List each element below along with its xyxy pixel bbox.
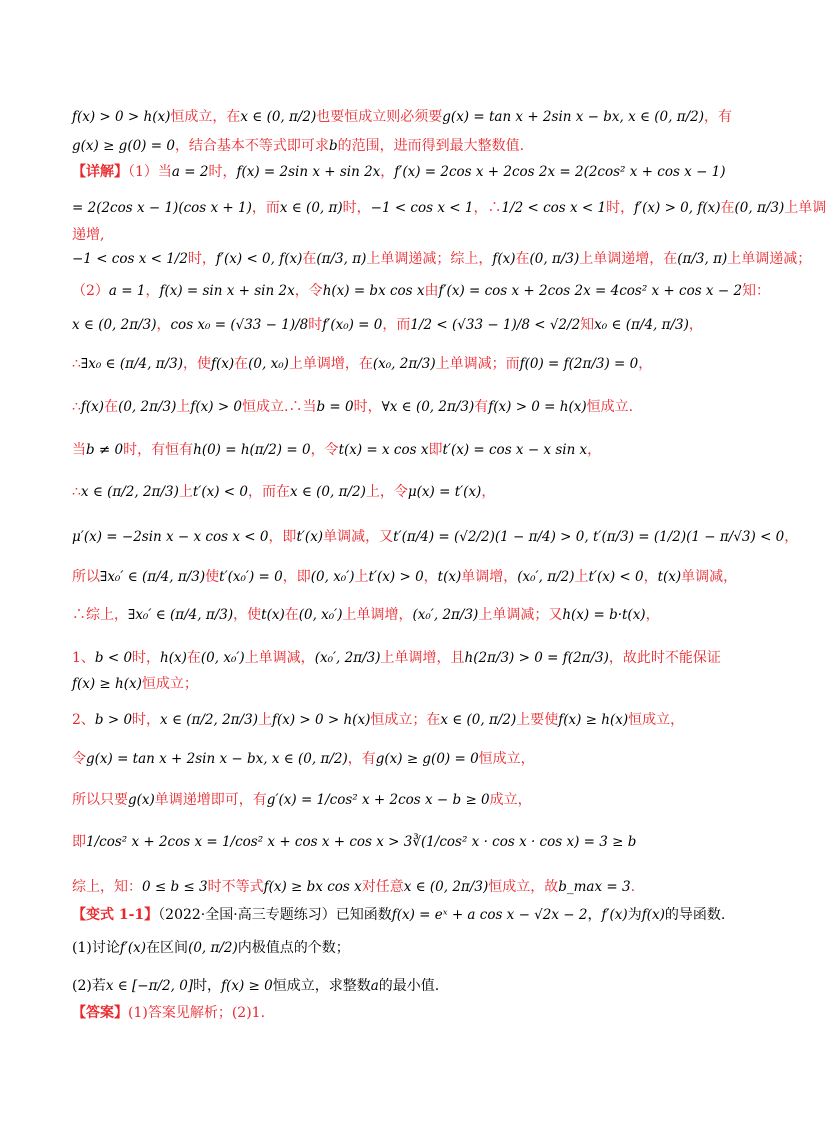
math-expression: t(x) = x cos x [338, 442, 429, 458]
text-run: 在 [720, 200, 735, 216]
text-run: ， [423, 569, 438, 585]
math-expression: g(x) ≥ g(0) = 0 [72, 138, 175, 154]
text-run: 1、 [72, 650, 95, 666]
solution-line [72, 225, 732, 245]
text-run: 综上，知： [72, 879, 142, 895]
math-expression: (0, 2π/3) [118, 399, 177, 415]
solution-line [72, 832, 732, 852]
text-run: ， [587, 907, 602, 923]
text-run: 有 [474, 399, 489, 415]
text-run: ，使 [182, 356, 211, 372]
math-expression: x ∈ (0, π/2) [289, 484, 366, 500]
text-run: (2)若 [72, 978, 106, 994]
math-expression: ∃x₀′ ∈ (π/4, π/3) [128, 607, 234, 623]
text-run: ，∴ [473, 200, 502, 216]
text-run: 上，令 [365, 484, 408, 500]
math-expression: (0, π/2) [188, 940, 238, 956]
solution-line [72, 648, 732, 668]
text-run: 恒成立； [141, 676, 198, 692]
math-expression: x ∈ (π/2, 2π/3) [80, 484, 179, 500]
text-run: ，而在 [247, 484, 290, 500]
text-run: 上 [574, 569, 589, 585]
math-expression: g(x) ≥ g(0) = 0 [375, 751, 479, 767]
math-expression: b ≠ 0 [86, 442, 124, 458]
text-run: ， [643, 569, 658, 585]
math-expression: a [370, 978, 379, 994]
math-expression: f(x) > 0 = h(x) [488, 399, 587, 415]
text-run: 单调增， [461, 569, 518, 585]
text-run: 的导函数. [664, 907, 726, 923]
text-run: 递增, [72, 227, 105, 243]
math-expression: x ∈ (0, 2π/3) [403, 879, 489, 895]
math-expression: f′(x) [119, 940, 147, 956]
text-run: 时 [308, 317, 323, 333]
text-run: ，即 [282, 569, 311, 585]
text-run: ∴ [72, 484, 81, 500]
solution-line [72, 527, 799, 547]
text-run: 上单调 [784, 200, 826, 216]
text-run: 上单调减， [244, 650, 315, 666]
text-run: 知： [742, 283, 771, 299]
math-expression: f(x) [492, 251, 516, 267]
math-expression: t(x) [261, 607, 285, 623]
math-expression: t′(x) [296, 529, 324, 545]
math-expression: ∃x₀′ ∈ (π/4, π/3) [100, 569, 206, 585]
math-expression: ∀x ∈ (0, 2π/3) [381, 399, 475, 415]
math-expression: f(x) = eˣ + a cos x − √2x − 2 [391, 907, 588, 923]
solution-line [72, 162, 732, 182]
text-run: 在 [186, 650, 201, 666]
math-expression: f′(x) = cos x + 2cos 2x = 4cos² x + cos x − 2 [438, 283, 743, 299]
math-expression: t′(x) < 0 [192, 484, 248, 500]
math-expression: x ∈ (0, π/2) [240, 109, 317, 125]
text-run: (1)讨论 [72, 940, 120, 956]
text-run: ， [638, 356, 653, 372]
text-run: 当 [72, 442, 86, 458]
text-run: 上单调递增，在 [579, 251, 678, 267]
solution-line [72, 354, 732, 374]
math-expression: x ∈ (0, 2π/3) [72, 317, 157, 333]
math-expression: h(x) = b·t(x) [562, 607, 646, 623]
solution-line [72, 605, 732, 625]
math-expression: f(0) = f(2π/3) = 0 [519, 356, 639, 372]
text-run: ， [481, 484, 496, 500]
math-expression: f(x) ≥ h(x) [558, 712, 629, 728]
math-expression: 0 ≤ b ≤ 3 [142, 879, 208, 895]
text-run: 使 [205, 569, 220, 585]
solution-line [72, 674, 732, 694]
text-run: 恒成立，在 [170, 109, 241, 125]
math-expression: 1/2 < cos x < 1 [501, 200, 607, 216]
exercise-part-1 [72, 938, 732, 958]
text-run: 恒成立，故 [488, 879, 559, 895]
text-run: 时不等式 [207, 879, 264, 895]
section-label: 【答案】 [72, 1005, 128, 1021]
math-expression: 1/cos² x + 2cos x = 1/cos² x + cos x + cos x > 3∛(1/cos² x · cos x · cos x) = 3 ≥ b [86, 834, 637, 850]
math-expression: f′(x) [601, 907, 628, 923]
text-run: ，即 [268, 529, 297, 545]
math-expression: μ(x) = t′(x) [407, 484, 482, 500]
text-run: ∴ [72, 399, 81, 415]
math-expression: f(x) [210, 356, 235, 372]
text-run: 上单调递减；综上， [366, 251, 493, 267]
text-run: 上单调减；又 [478, 607, 563, 623]
text-run: 恒成立， [478, 751, 535, 767]
math-expression: h(0) = h(π/2) = 0 [193, 442, 311, 458]
math-expression: x ∈ (0, π/2) [440, 712, 517, 728]
text-run: 的最小值. [378, 978, 440, 994]
text-run: 时， [193, 978, 222, 994]
text-run: 恒成立，求整数 [272, 978, 371, 994]
text-run: 所以 [72, 569, 100, 585]
math-expression: (x₀, 2π/3) [372, 356, 436, 372]
text-run: 的范围，进而得到最大整数值. [337, 138, 525, 154]
text-run: 为 [627, 907, 642, 923]
text-run: 上单调递减； [727, 251, 812, 267]
solution-line [72, 482, 732, 502]
math-expression: f(x) = 2sin x + sin 2x [236, 164, 381, 180]
solution-line [72, 790, 732, 810]
math-expression: f′(x₀) = 0 [322, 317, 383, 333]
math-expression: f(x) ≥ bx cos x [263, 879, 362, 895]
math-expression: −1 < cos x < 1 [370, 200, 474, 216]
text-run: 在 [515, 251, 530, 267]
math-expression: −1 < cos x < 1/2 [72, 251, 188, 267]
math-expression: μ′(x) = −2sin x − x cos x < 0 [72, 529, 269, 545]
solution-line [72, 198, 826, 218]
solution-line [72, 567, 738, 587]
math-expression: (0, x₀′) [310, 569, 355, 585]
math-expression: g(x) [128, 792, 155, 808]
text-run: 恒成立；在 [370, 712, 441, 728]
math-expression: (x₀′, 2π/3) [412, 607, 479, 623]
text-run: ∴ [72, 356, 81, 372]
math-expression: b < 0 [94, 650, 133, 666]
text-run: ，有 [347, 751, 376, 767]
math-expression: t(x) [657, 569, 682, 585]
math-expression: b = 0 [316, 399, 354, 415]
math-expression: (0, x₀′) [298, 607, 343, 623]
math-expression: f′(x) < 0, f(x) [215, 251, 303, 267]
math-expression: b [328, 138, 338, 154]
math-expression: f′(x) > 0, f(x) [634, 200, 721, 216]
text-run: ， [587, 442, 602, 458]
math-expression: t′(x) = cos x − x sin x [442, 442, 588, 458]
math-expression: 1/2 < (√33 − 1)/8 < √2/2 [410, 317, 581, 333]
math-expression: f(x) ≥ h(x) [72, 676, 142, 692]
text-run: 单调减，又 [323, 529, 394, 545]
text-run: 在 [284, 607, 299, 623]
math-expression: a = 2 [171, 164, 209, 180]
text-run: （2） [72, 283, 109, 299]
text-run: 上 [176, 399, 191, 415]
text-run: 时， [342, 200, 371, 216]
text-run: （1）当 [128, 164, 172, 180]
text-run: 恒成立. [586, 399, 634, 415]
math-expression: t(x) [437, 569, 462, 585]
math-expression: f(x) ≥ 0 [221, 978, 273, 994]
solution-line [72, 281, 771, 301]
text-run: ∴综上， [72, 607, 128, 623]
solution-line [72, 136, 732, 156]
math-expression: cos x₀ = (√33 − 1)/8 [170, 317, 309, 333]
math-expression: t′(x) < 0 [588, 569, 644, 585]
solution-line [72, 249, 812, 269]
text-run: 在 [302, 251, 317, 267]
math-expression: x ∈ (0, π) [279, 200, 343, 216]
text-run: 即 [72, 834, 86, 850]
math-expression: (0, π/3) [734, 200, 785, 216]
math-expression: f(x) > 0 > h(x) [72, 109, 171, 125]
text-run: 在 [234, 356, 249, 372]
text-run: 上要使 [516, 712, 559, 728]
solution-line [72, 397, 732, 417]
math-expression: b > 0 [94, 712, 133, 728]
text-run: 在区间 [146, 940, 189, 956]
math-expression: (x₀′, π/2) [517, 569, 575, 585]
text-run: ， [145, 283, 160, 299]
math-expression: x ∈ (π/2, 2π/3) [160, 712, 258, 728]
math-expression: g(x) = tan x + 2sin x − bx, x ∈ (0, π/2) [442, 109, 705, 125]
math-expression: (0, x₀) [248, 356, 289, 372]
math-expression: (π/3, π) [316, 251, 367, 267]
text-run: 时， [353, 399, 382, 415]
text-run: ，令 [310, 442, 339, 458]
math-expression: f′(x) = 2cos x + 2cos 2x = 2(2cos² x + cos x − 1) [394, 164, 726, 180]
math-expression: f(x) = sin x + sin 2x [159, 283, 295, 299]
text-run: 时， [208, 164, 237, 180]
solution-line [72, 749, 732, 769]
text-run: 2、 [72, 712, 95, 728]
text-run: 也要恒成立则必须要 [316, 109, 443, 125]
math-expression: f(x) [641, 907, 665, 923]
math-expression: t′(x₀′) = 0 [219, 569, 283, 585]
math-expression: a = 1 [108, 283, 146, 299]
text-run: 上 [257, 712, 272, 728]
text-run: ，而 [251, 200, 280, 216]
text-run: 时， [187, 251, 216, 267]
text-run: 时， [132, 712, 161, 728]
text-run: 成立， [489, 792, 532, 808]
text-run: 恒成立， [628, 712, 685, 728]
section-label: 【详解】 [72, 164, 128, 180]
math-expression: f(x) > 0 > h(x) [271, 712, 371, 728]
math-expression: h(x) = bx cos x [322, 283, 425, 299]
math-expression: b_max = 3 [558, 879, 631, 895]
answer-line [72, 1003, 732, 1023]
math-expression: ∃x₀ ∈ (π/4, π/3) [80, 356, 183, 372]
text-run: 恒成立.∴当 [242, 399, 317, 415]
text-run: 即 [428, 442, 443, 458]
text-run: ，有 [704, 109, 733, 125]
math-expression: h(2π/3) > 0 = f(2π/3) [464, 650, 609, 666]
text-run: ， [156, 317, 171, 333]
solution-line [72, 440, 732, 460]
math-expression: (x₀′, 2π/3) [314, 650, 381, 666]
text-run: 上单调增，且 [380, 650, 465, 666]
text-run: 内极值点的个数； [237, 940, 350, 956]
text-run: 上单调增，在 [288, 356, 373, 372]
text-run: . [630, 879, 636, 895]
section-label: 【变式 1-1】 [72, 907, 159, 923]
text-run: ， [688, 317, 703, 333]
text-run: 上 [354, 569, 369, 585]
text-run: (1)答案见解析；(2)1. [128, 1005, 266, 1021]
math-expression: (0, x₀′) [200, 650, 245, 666]
text-run: 上单调增， [342, 607, 413, 623]
solution-line [72, 710, 732, 730]
math-expression: x ∈ [−π/2, 0] [105, 978, 194, 994]
text-run: ， [380, 164, 395, 180]
text-run: 令 [72, 751, 86, 767]
math-expression: = 2(2cos x − 1)(cos x + 1) [72, 200, 252, 216]
solution-line [72, 315, 732, 335]
text-run: ，结合基本不等式即可求 [174, 138, 329, 154]
text-run: 上 [178, 484, 193, 500]
text-run: ， [645, 607, 660, 623]
text-run: 单调减， [681, 569, 738, 585]
math-expression: g′(x) = 1/cos² x + 2cos x − b ≥ 0 [266, 792, 490, 808]
math-expression: t′(π/4) = (√2/2)(1 − π/4) > 0, t′(π/3) = (1/2)(1 − π/√3) < 0 [393, 529, 785, 545]
math-expression: f(x) > 0 [190, 399, 243, 415]
text-run: 知 [580, 317, 595, 333]
math-expression: (0, π/3) [529, 251, 580, 267]
math-expression: h(x) [160, 650, 187, 666]
text-run: 由 [424, 283, 439, 299]
text-run: 对任意 [361, 879, 404, 895]
solution-line [72, 107, 732, 127]
text-run: ，故此时不能保证 [608, 650, 721, 666]
math-expression: (π/3, π) [677, 251, 728, 267]
math-expression: f(x) [80, 399, 105, 415]
math-expression: x₀ ∈ (π/4, π/3) [594, 317, 689, 333]
text-run: （2022·全国·高三专题练习）已知函数 [158, 907, 392, 923]
text-run: 时， [132, 650, 161, 666]
text-run: ， [784, 529, 799, 545]
text-run: 所以只要 [72, 792, 128, 808]
math-expression: t′(x) > 0 [368, 569, 424, 585]
text-run: ，令 [294, 283, 323, 299]
text-run: 时， [606, 200, 635, 216]
solution-line [72, 877, 732, 897]
text-run: ，而 [382, 317, 411, 333]
text-run: 单调递增即可，有 [154, 792, 267, 808]
text-run: 在 [104, 399, 119, 415]
text-run: 上单调减；而 [435, 356, 520, 372]
math-expression: g(x) = tan x + 2sin x − bx, x ∈ (0, π/2) [86, 751, 348, 767]
exercise-heading [72, 905, 732, 925]
text-run: ，使 [233, 607, 262, 623]
exercise-part-2 [72, 976, 732, 996]
text-run: 时，有恒有 [123, 442, 194, 458]
